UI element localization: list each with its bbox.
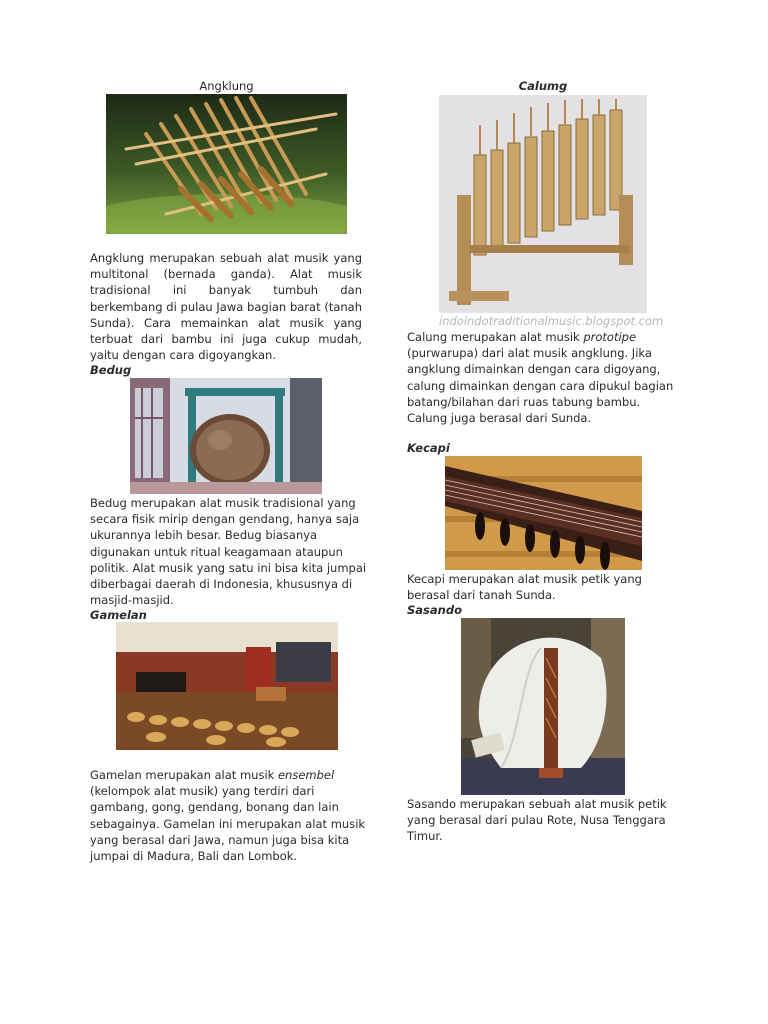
bedug-heading: Bedug — [90, 363, 132, 377]
kecapi-heading: Kecapi — [407, 441, 450, 455]
bedug-description: Bedug merupakan alat musik tradisional yang secara fisik mirip dengan gendang, hanya saja ukurannya lebih besar. Bedug biasanya digunakan untuk ritual keagamaan ataupun politik. Alat musik yang satu ini bisa kita jumpai diberbagai daerah di Indonesia, khususnya di masjid-masjid. — [90, 496, 367, 608]
sasando-photo — [461, 618, 625, 795]
angklung-description: Angklung merupakan sebuah alat musik yang multitonal (bernada ganda). Alat musik tradisional ini banyak tumbuh dan berkembang di pulau Jawa bagian barat (tanah Sunda). Cara memainkan alat musik yang terbuat dari bambu ini juga cukup mudah, yaitu dengan cara digoyangkan. — [90, 251, 362, 363]
gamelan-heading: Gamelan — [90, 608, 147, 622]
calung-photo — [439, 95, 647, 313]
sasando-heading: Sasando — [407, 603, 462, 617]
bedug-photo — [130, 378, 322, 494]
image-watermark: indoindotraditionalmusic.blogspot.com — [439, 314, 664, 328]
kecapi-description: Kecapi merupakan alat musik petik yang berasal dari tanah Sunda. — [407, 572, 642, 603]
kecapi-photo — [445, 456, 642, 570]
sasando-description: Sasando merupakan sebuah alat musik petik yang berasal dari pulau Rote, Nusa Tenggara Timur. — [407, 797, 667, 844]
angklung-photo — [106, 94, 347, 234]
calung-heading: Calumg — [518, 79, 568, 93]
gamelan-photo — [116, 622, 338, 750]
angklung-heading: Angklung — [199, 79, 254, 93]
gamelan-description: Gamelan merupakan alat musik ensembel (kelompok alat musik) yang terdiri dari gambang, gong, gendang, bonang dan lain sebagainya. Gamelan ini merupakan alat musik yang berasal dari Jawa, namun juga bisa kita jumpai di Madura, Bali dan Lombok. — [90, 768, 366, 864]
calung-description: Calung merupakan alat musik prototipe (purwarupa) dari alat musik angklung. Jika angklung dimainkan dengan cara digoyang, calung dimainkan dengan cara dipukul bagian batang/bilahan dari ruas tabung bambu. Calung juga berasal dari Sunda. — [407, 330, 674, 426]
